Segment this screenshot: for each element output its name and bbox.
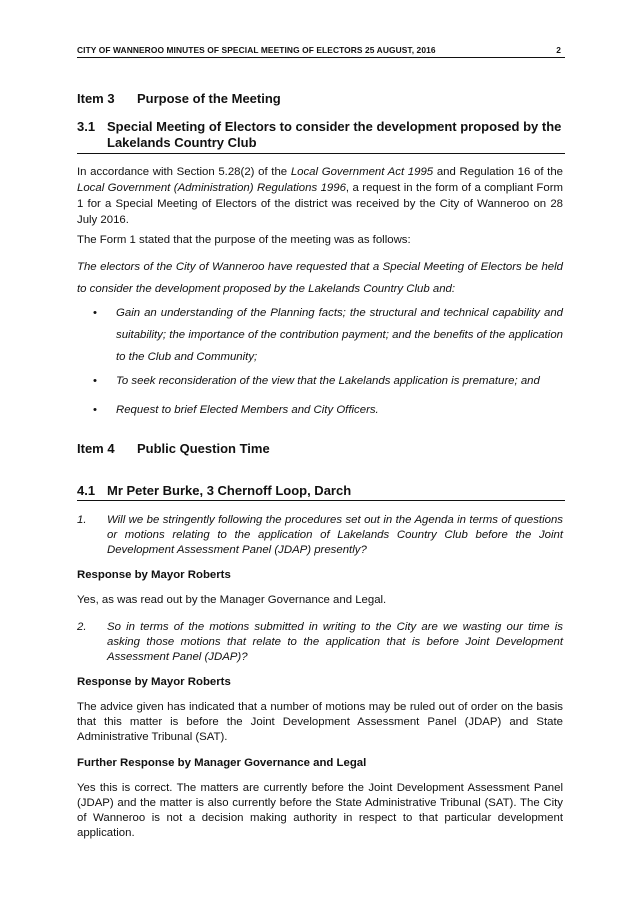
section-3-1-intro-paragraph (77, 164, 563, 228)
bullet-text: Gain an understanding of the Planning facts; the structural and technical capability and suitability; the importance of the contribution payment; and the benefits of the application to the Club and Community; (116, 307, 563, 363)
page-number: 2 (556, 45, 561, 55)
section-3-1-divider (77, 153, 565, 154)
response-text: The advice given has indicated that a number of motions may be ruled out of order on the basis that this matter is before the Joint Development Assessment Panel (JDAP) and State Administrative Tribunal (SAT). (77, 701, 563, 743)
item-4-number: Item 4 (77, 441, 115, 456)
bullet-item (93, 302, 563, 368)
question-text: So in terms of the motions submitted in writing to the City are we wasting our time is asking those motions that relate to the application that is before Joint Development Assessment Panel (JDAP)? (107, 621, 563, 663)
intro-text-2: and Regulation 16 of the (433, 166, 564, 178)
item-3-title: Purpose of the Meeting (137, 91, 281, 106)
item-4-title: Public Question Time (137, 441, 270, 456)
section-3-1-number: 3.1 (77, 119, 96, 134)
further-response-heading: Further Response by Manager Governance and Legal (77, 757, 367, 769)
bullet-icon: • (93, 307, 97, 319)
response-text: Yes, as was read out by the Manager Governance and Legal. (77, 594, 387, 606)
question-number: 2. (77, 621, 87, 633)
bullet-text: To seek reconsideration of the view that the Lakelands application is premature; and (116, 375, 540, 387)
bullet-item (93, 370, 563, 392)
intro-text-3: , a request in the form of a compliant Form 1 for a Special Meeting of Electors of the district was received by the City of Wanneroo on 28 July 2016. (77, 182, 563, 226)
intro-text-1: In accordance with Section 5.28(2) of the (77, 166, 291, 178)
bullet-icon: • (93, 404, 97, 416)
act-citation: Local Government Act 1995 (290, 166, 434, 178)
item-4-heading (77, 441, 270, 456)
response-heading: Response by Mayor Roberts (77, 676, 231, 688)
bullet-item (93, 399, 563, 421)
electors-request-paragraph: The electors of the City of Wanneroo have requested that a Special Meeting of Electors be held to consider the development proposed by the Lakelands Country Club and: (77, 261, 563, 295)
question-item (77, 513, 563, 558)
item-3-heading (77, 91, 281, 106)
question-text: Will we be stringently following the procedures set out in the Agenda in terms of questions or motions relating to the application of Lakelands Country Club before the Joint Development Assessment Panel (JDAP) presently? (107, 514, 563, 556)
bullet-text: Request to brief Elected Members and City Officers. (116, 404, 379, 416)
section-4-1-divider (77, 500, 565, 501)
section-3-1-title: Special Meeting of Electors to consider the development proposed by the Lakelands Country Club (107, 119, 562, 150)
regulations-citation: Local Government (Administration) Regulations 1996 (77, 182, 346, 194)
section-4-1-heading (77, 483, 565, 499)
header-divider (77, 57, 565, 58)
bullet-icon: • (93, 375, 97, 387)
further-response-text: Yes this is correct. The matters are currently before the Joint Development Assessment Panel (JDAP) and the matter is also currently before the State Administrative Tribunal (SAT). The City of Wanneroo is not a decision making authority in respect to that particular development application. (77, 782, 563, 839)
header-title: CITY OF WANNEROO MINUTES OF SPECIAL MEETING OF ELECTORS 25 AUGUST, 2016 (77, 45, 436, 55)
section-4-1-number: 4.1 (77, 483, 96, 498)
response-heading: Response by Mayor Roberts (77, 569, 231, 581)
form-purpose-paragraph: The Form 1 stated that the purpose of the meeting was as follows: (77, 234, 411, 246)
item-3-number: Item 3 (77, 91, 115, 106)
question-number: 1. (77, 514, 87, 526)
section-4-1-title: Mr Peter Burke, 3 Chernoff Loop, Darch (107, 483, 352, 498)
section-3-1-heading (77, 119, 565, 151)
question-item (77, 620, 563, 665)
